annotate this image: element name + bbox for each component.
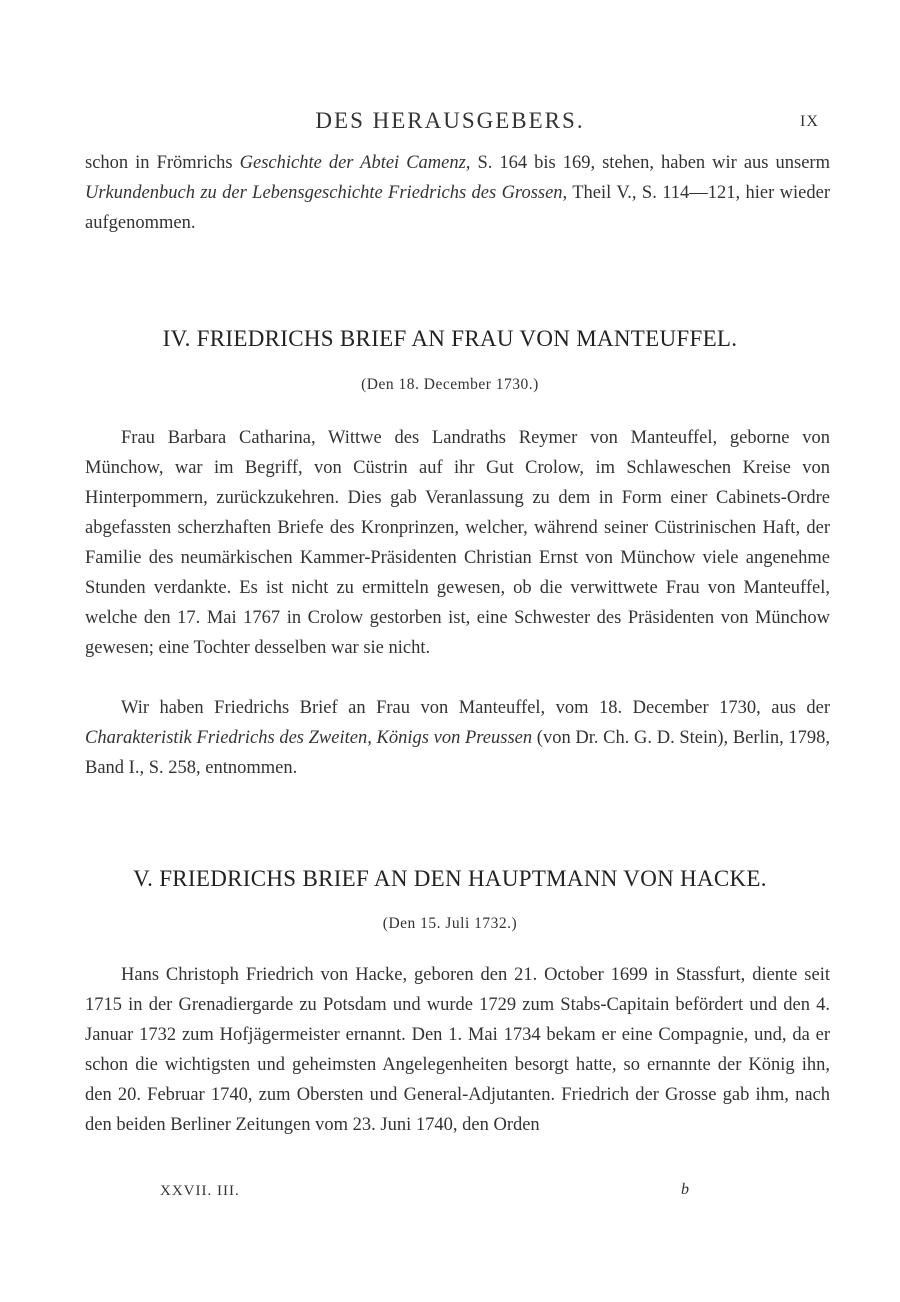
- intro-title-urkundenbuch: Urkundenbuch zu der Lebensgeschichte Friedrichs des Grossen,: [85, 183, 568, 203]
- section-4-p2-text-2: (von Dr. Ch. G. D. Stein), Berlin, 1798, Band I., S. 258, entnommen.: [85, 728, 831, 778]
- page-number: IX: [800, 113, 819, 130]
- intro-text-3: Theil V., S. 114—121, hier wieder aufgenommen.: [85, 183, 830, 233]
- section-4-p2-text-1: Wir haben Friedrichs Brief an Frau von Manteuffel, vom 18. December 1730, aus der: [121, 698, 830, 718]
- section-5-paragraph-1: Hans Christoph Friedrich von Hacke, geboren den 21. October 1699 in Stassfurt, diente seit 1715 in der Grenadiergarde zu Potsdam und wurde 1729 zum Stabs-Capitain befördert und den 4. Januar 1732 zum Hofjägermeister ernannt. Den 1. Mai 1734 bekam er eine Compagnie, und, da er schon die wichtigsten und geheimsten Angelegenheiten besorgt hatte, so ernannte der König ihn, den 20. Februar 1740, zum Obersten und General-Adjutanten. Friedrich der Grosse gab ihm, nach den beiden Berliner Zeitungen vom 23. Juni 1740, den Orden: [85, 965, 830, 1135]
- section-4-paragraph-2: [85, 693, 830, 783]
- intro-title-camenz: Geschichte der Abtei Camenz,: [239, 153, 471, 173]
- section-4-paragraph-1: Frau Barbara Catharina, Wittwe des Landraths Reymer von Manteuffel, geborne von Münchow, war im Begriff, von Cüstrin auf ihr Gut Crolow, im Schlaweschen Kreise von Hinterpommern, zurückzukehren. Dies gab Veranlassung zu dem in Form einer Cabinets-Ordre abgefassten scherzhaften Briefe des Kronprinzen, welcher, während seiner Cüstrinischen Haft, der Familie des neumärkischen Kammer-Präsidenten Christian Ernst von Münchow viele angenehme Stunden verdankte. Es ist nicht zu ermitteln gewesen, ob die verwittwete Frau von Manteuffel, welche den 17. Mai 1767 in Crolow gestorben ist, eine Schwester des Präsidenten von Münchow gewesen; eine Tochter desselben war sie nicht.: [85, 428, 830, 658]
- section-4-p2-title: Charakteristik Friedrichs des Zweiten, Königs von Preussen: [85, 728, 533, 748]
- intro-paragraph: [85, 148, 830, 238]
- sheet-mark: b: [681, 1181, 689, 1198]
- running-head: DES HERAUSGEBERS.: [315, 108, 585, 133]
- intro-text-1: schon in Frömrichs: [85, 153, 240, 173]
- intro-text-2: S. 164 bis 169, stehen, haben wir aus unserm: [470, 153, 830, 173]
- section-5-title: V. FRIEDRICHS BRIEF AN DEN HAUPTMANN VON HACKE.: [133, 866, 767, 891]
- section-4-title: IV. FRIEDRICHS BRIEF AN FRAU VON MANTEUFFEL.: [162, 326, 738, 351]
- signature-mark: XXVII. III.: [160, 1183, 240, 1199]
- section-4-date: (Den 18. December 1730.): [361, 376, 539, 393]
- section-5-date: (Den 15. Juli 1732.): [382, 915, 518, 932]
